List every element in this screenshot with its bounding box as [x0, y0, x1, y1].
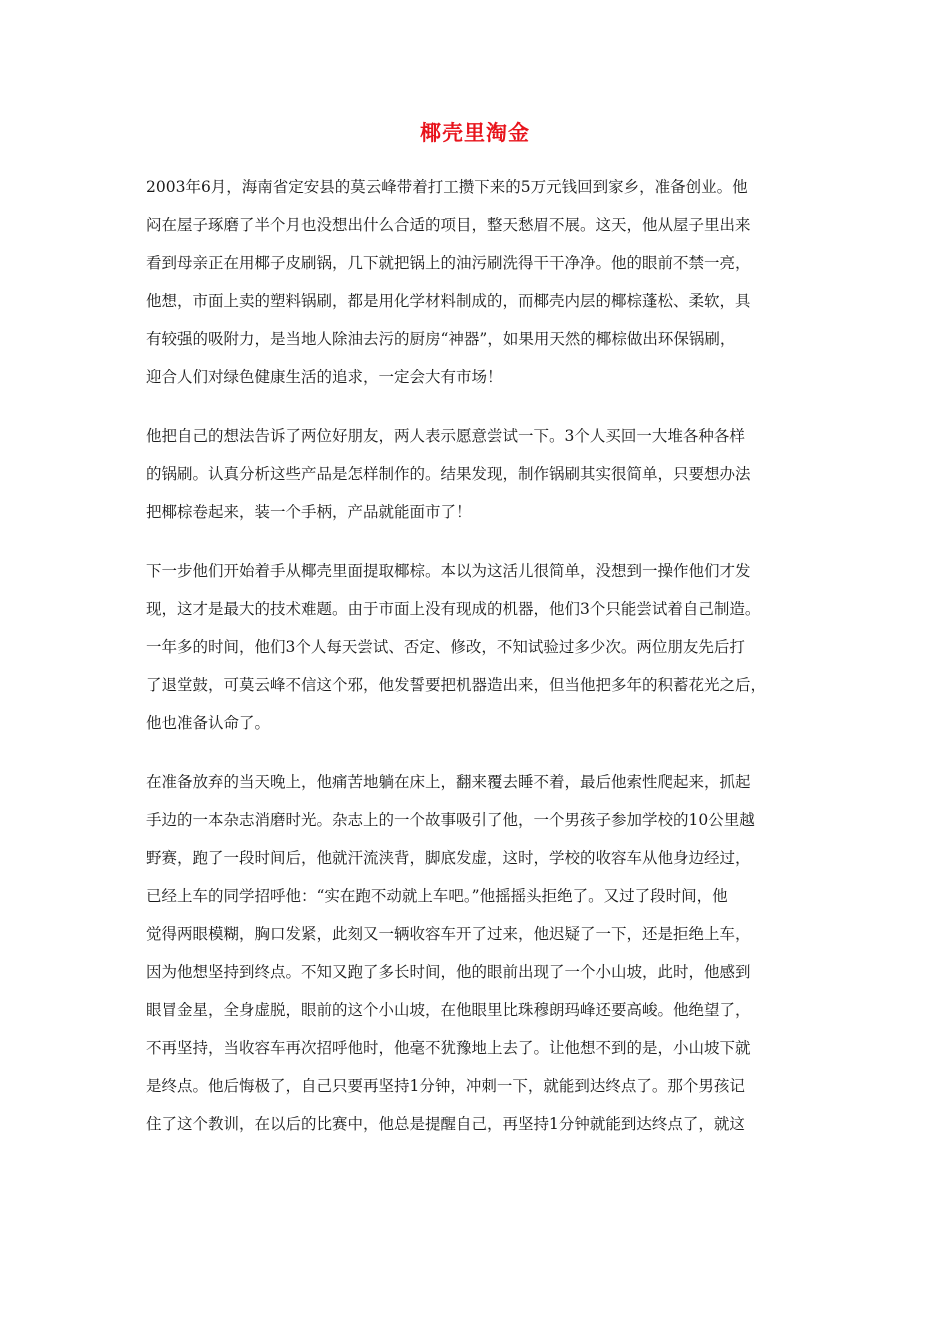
text-line: 了退堂鼓，可莫云峰不信这个邪，他发誓要把机器造出来，但当他把多年的积蓄花光之后，: [146, 676, 767, 694]
page-title: 椰壳里淘金: [420, 120, 530, 145]
paragraph-1: [146, 168, 816, 396]
text-line: 闷在屋子琢磨了半个月也没想出什么合适的项目，整天愁眉不展。这天，他从屋子里出来: [146, 216, 751, 234]
text-line: 现，这才是最大的技术难题。由于市面上没有现成的机器，他们3个只能尝试着自己制造。: [146, 600, 761, 618]
text-line: 手边的一本杂志消磨时光。杂志上的一个故事吸引了他，一个男孩子参加学校的10公里越: [146, 811, 755, 829]
text-line: 他也准备认命了。: [146, 714, 271, 732]
paragraph-4: [146, 763, 816, 1143]
text-line: 住了这个教训，在以后的比赛中，他总是提醒自己，再坚持1分钟就能到达终点了，就这: [146, 1115, 745, 1133]
text-line: 迎合人们对绿色健康生活的追求，一定会大有市场！: [146, 368, 503, 386]
text-line: 因为他想坚持到终点。不知又跑了多长时间，他的眼前出现了一个小山坡，此时，他感到: [146, 963, 751, 981]
article-body: [146, 168, 816, 1143]
paragraph-gap: [146, 742, 816, 763]
paragraph-gap: [146, 531, 816, 552]
text-line: 不再坚持，当收容车再次招呼他时，他毫不犹豫地上去了。让他想不到的是，小山坡下就: [146, 1039, 751, 1057]
text-line: 有较强的吸附力，是当地人除油去污的厨房“神器”，如果用天然的椰棕做出环保锅刷，: [146, 330, 736, 348]
text-line: 在准备放弃的当天晚上，他痛苦地躺在床上，翻来覆去睡不着，最后他索性爬起来，抓起: [146, 773, 751, 791]
text-line: 是终点。他后悔极了，自己只要再坚持1分钟，冲刺一下，就能到达终点了。那个男孩记: [146, 1077, 745, 1095]
text-line: 看到母亲正在用椰子皮刷锅，几下就把锅上的油污刷洗得干干净净。他的眼前不禁一亮，: [146, 254, 751, 272]
text-line: 野赛，跑了一段时间后，他就汗流浃背，脚底发虚，这时，学校的收容车从他身边经过，: [146, 849, 751, 867]
text-line: 下一步他们开始着手从椰壳里面提取椰棕。本以为这活儿很简单，没想到一操作他们才发: [146, 562, 751, 580]
text-line: 他想，市面上卖的塑料锅刷，都是用化学材料制成的，而椰壳内层的椰棕蓬松、柔软，具: [146, 292, 751, 310]
text-line: 觉得两眼模糊，胸口发紧，此刻又一辆收容车开了过来，他迟疑了一下，还是拒绝上车，: [146, 925, 751, 943]
paragraph-2: [146, 417, 816, 531]
text-line: 眼冒金星，全身虚脱，眼前的这个小山坡，在他眼里比珠穆朗玛峰还要高峻。他绝望了，: [146, 1001, 751, 1019]
text-line: 他把自己的想法告诉了两位好朋友，两人表示愿意尝试一下。3个人买回一大堆各种各样: [146, 427, 745, 445]
paragraph-gap: [146, 396, 816, 417]
paragraph-3: [146, 552, 816, 742]
text-line: 的锅刷。认真分析这些产品是怎样制作的。结果发现，制作锅刷其实很简单，只要想办法: [146, 465, 751, 483]
text-line: 把椰棕卷起来，装一个手柄，产品就能面市了！: [146, 503, 472, 521]
text-line: 已经上车的同学招呼他：“实在跑不动就上车吧。”他摇摇头拒绝了。又过了段时间，他: [146, 887, 728, 905]
text-line: 一年多的时间，他们3个人每天尝试、否定、修改，不知试验过多少次。两位朋友先后打: [146, 638, 745, 656]
text-line: 2003年6月，海南省定安县的莫云峰带着打工攒下来的5万元钱回到家乡，准备创业。他: [146, 178, 748, 196]
